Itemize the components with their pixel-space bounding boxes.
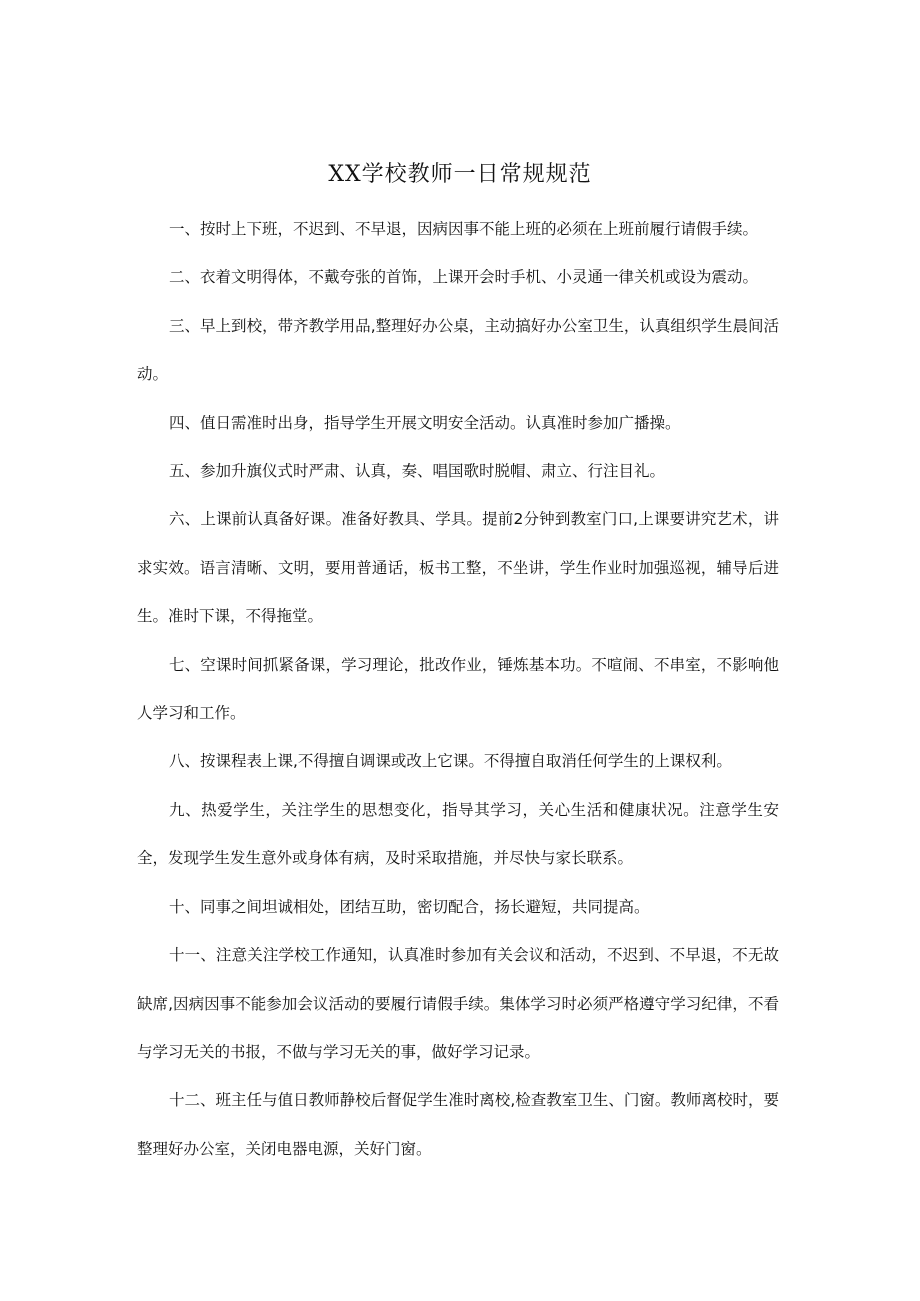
paragraph-3: 三、早上到校，带齐教学用品,整理好办公桌，主动搞好办公室卫生，认真组织学生晨间活动。 xyxy=(137,316,779,384)
document-body xyxy=(137,205,779,1173)
paragraph-1: 一、按时上下班，不迟到、不早退，因病因事不能上班的必须在上班前履行请假手续。 xyxy=(169,220,759,238)
paragraph-5: 五、参加升旗仪式时严肃、认真，奏、唱国歌时脱帽、肃立、行注目礼。 xyxy=(169,462,666,481)
paragraph-9: 九、热爱学生，关注学生的思想变化，指导其学习，关心生活和健康状况。注意学生安全，发现学生发生意外或身体有病，及时采取措施，并尽快与家长联系。 xyxy=(137,800,779,868)
paragraph-4: 四、值日需准时出身，指导学生开展文明安全活动。认真准时参加广播操。 xyxy=(169,413,681,432)
paragraph-8: 八、按课程表上课,不得擅自调课或改上它课。不得擅自取消任何学生的上课权利。 xyxy=(169,752,732,771)
paragraph-6: 六、上课前认真备好课。准备好教具、学具。提前2分钟到教室门口,上课要讲究艺术，讲求实效。语言清晰、文明，要用普通话，板书工整，不坐讲，学生作业时加强巡视，辅导后进生。准时下课，不得拖堂。 xyxy=(137,510,779,626)
paragraph-12: 十二、班主任与值日教师静校后督促学生准时离校,检查教室卫生、门窗。教师离校时，要整理好办公室，关闭电器电源，关好门窗。 xyxy=(137,1091,779,1158)
paragraph-11: 十一、注意关注学校工作通知，认真准时参加有关会议和活动，不迟到、不早退，不无故缺席,因病因事不能参加会议活动的要履行请假手续。集体学习时必须严格遵守学习纪律，不看与学习无关的书报，不做与学习无关的事，做好学习记录。 xyxy=(137,946,779,1061)
document-title: XX学校教师一日常规规范 xyxy=(328,161,592,187)
paragraph-2: 二、衣着文明得体，不戴夸张的首饰，上课开会时手机、小灵通一律关机或设为震动。 xyxy=(169,268,759,287)
paragraph-7: 七、空课时间抓紧备课，学习理论，批改作业，锤炼基本功。不喧闹、不串室，不影响他人学习和工作。 xyxy=(137,655,779,723)
paragraph-10: 十、同事之间坦诚相处，团结互助，密切配合，扬长避短，共同提高。 xyxy=(169,897,650,916)
